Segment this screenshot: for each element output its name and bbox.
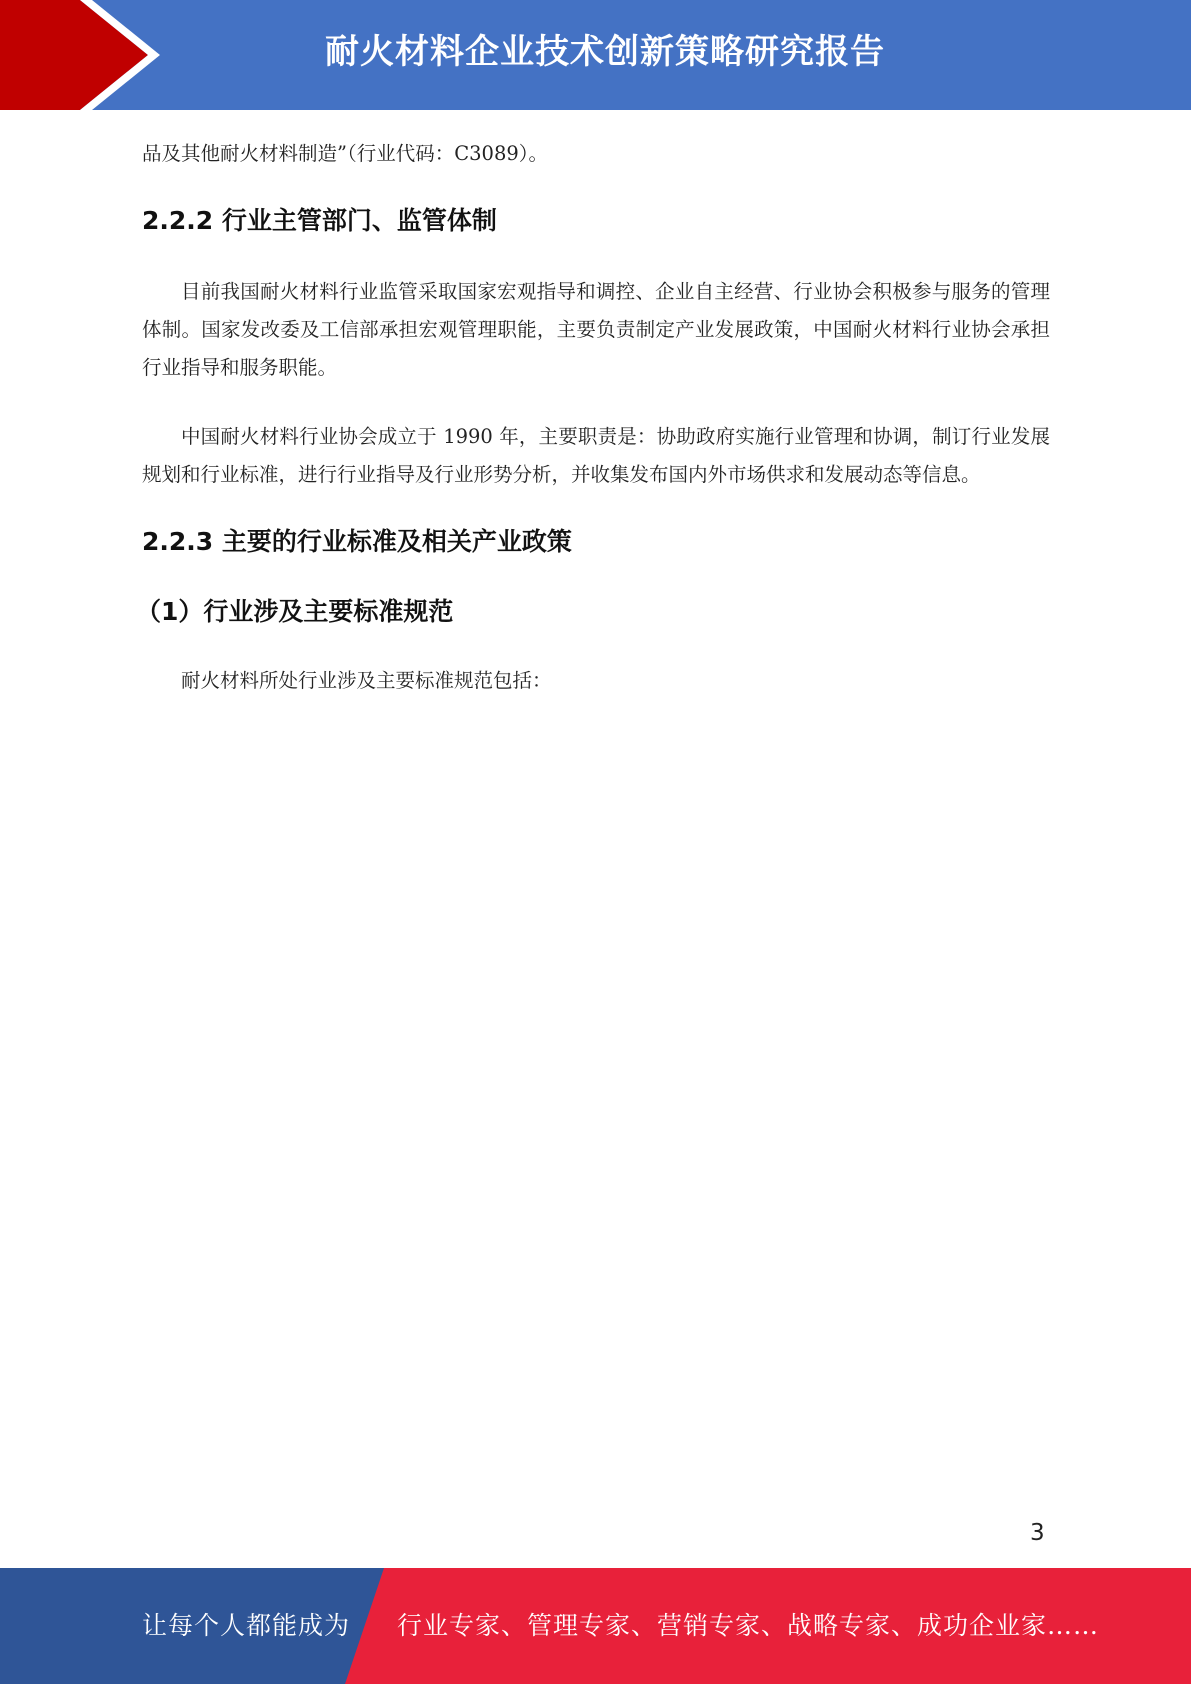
page-header <box>0 0 1191 110</box>
section-2-2-2-paragraph-2: 中国耐火材料行业协会成立于 1990 年，主要职责是：协助政府实施行业管理和协调，制订行业发展规划和行业标准，进行行业指导及行业形势分析，并收集发布国内外市场供求和发展动态等信息。 <box>142 425 1050 486</box>
page-content <box>136 110 1050 700</box>
section-heading-2-2-2: 2.2.2 行业主管部门、监管体制 <box>142 206 497 235</box>
subsection-heading-1: （1）行业涉及主要标准规范 <box>136 597 454 626</box>
report-title: 耐火材料企业技术创新策略研究报告 <box>325 32 885 72</box>
section-2-2-2-paragraph-1: 目前我国耐火材料行业监管采取国家宏观指导和调控、企业自主经营、行业协会积极参与服务的管理体制。国家发改委及工信部承担宏观管理职能，主要负责制定产业发展政策，中国耐火材料行业协会承担行业指导和服务职能。 <box>142 280 1050 379</box>
footer-slogan-left: 让每个人都能成为 <box>142 1611 351 1640</box>
page-footer <box>0 1568 1191 1684</box>
section-2-2-3-paragraph-1: 耐火材料所处行业涉及主要标准规范包括： <box>181 669 552 692</box>
intro-tail-text: 品及其他耐火材料制造”（行业代码：C3089）。 <box>142 142 549 165</box>
section-heading-2-2-3: 2.2.3 主要的行业标准及相关产业政策 <box>142 527 572 556</box>
footer-slogan-right: 行业专家、管理专家、营销专家、战略专家、成功企业家…… <box>397 1611 1100 1640</box>
page-number: 3 <box>1030 1520 1045 1546</box>
